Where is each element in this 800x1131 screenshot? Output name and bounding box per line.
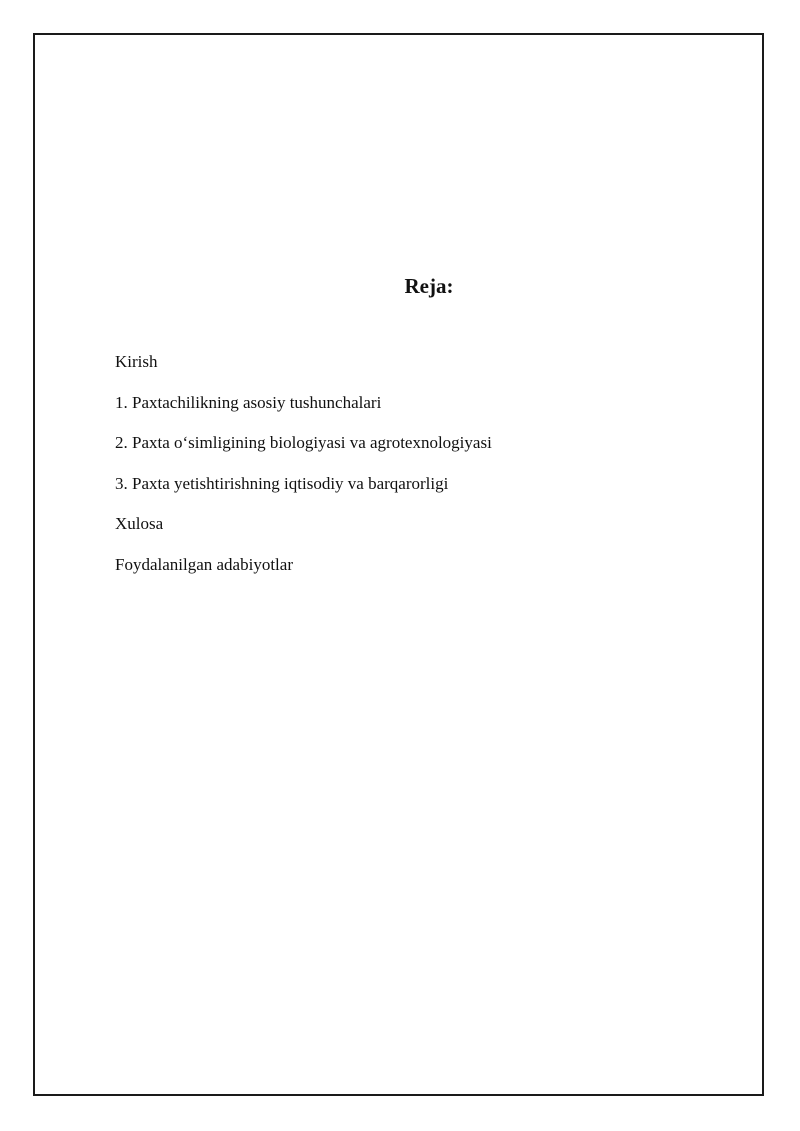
plan-item-section-3: 3. Paxta yetishtirishning iqtisodiy va barqarorligi bbox=[115, 473, 449, 493]
plan-item-conclusion: Xulosa bbox=[115, 514, 164, 533]
page-title: Reja: bbox=[404, 274, 454, 298]
plan-item-references: Foydalanilgan adabiyotlar bbox=[115, 554, 293, 574]
plan-list bbox=[115, 350, 492, 593]
plan-item-section-1: 1. Paxtachilikning asosiy tushunchalari bbox=[115, 392, 382, 412]
plan-item-introduction: Kirish bbox=[115, 352, 158, 371]
plan-item-section-2: 2. Paxta o‘simligining biologiyasi va agrotexnologiyasi bbox=[115, 433, 492, 452]
